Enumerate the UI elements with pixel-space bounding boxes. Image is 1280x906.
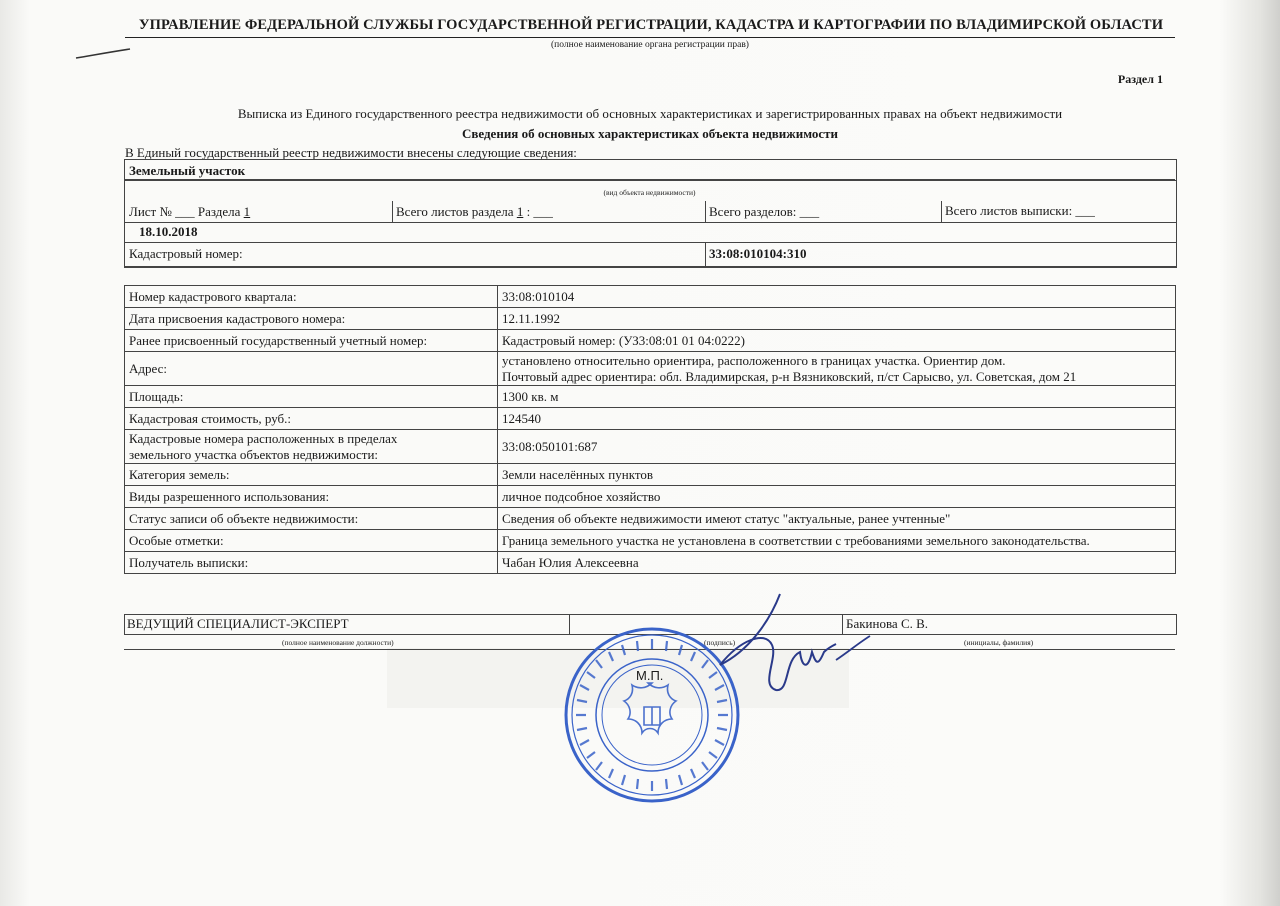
table-row: Виды разрешенного использования: личное подсобное хозяйство xyxy=(125,486,1176,508)
extract-title: Выписка из Единого государственного реестра недвижимости об основных характеристиках и зарегистрированных правах на объект недвижимости xyxy=(237,106,1063,121)
total-sheets-extract: Всего листов выписки: ___ xyxy=(945,203,1095,218)
pen-mark xyxy=(74,46,134,62)
table-row: Адрес: установлено относительно ориентира, расположенного в границах участка. Ориентир дом. Почтовый адрес ориентира: обл. Владимирская, р-н Вязниковский, п/ст Сарысво, ул. Советская, дом 21 xyxy=(125,352,1176,386)
table-row: Ранее присвоенный государственный учетный номер: Кадастровый номер: (УЗ3:08:01 01 04:0222) xyxy=(125,330,1176,352)
table-row: Кадастровая стоимость, руб.: 124540 xyxy=(125,408,1176,430)
table-row: Кадастровые номера расположенных в пределах земельного участка объектов недвижимости: 33:08:050101:687 xyxy=(125,430,1176,464)
name-caption: (инициалы, фамилия) xyxy=(964,638,1034,647)
extract-date: 18.10.2018 xyxy=(139,224,198,239)
sheet-number: Лист № ___ Раздела 1 xyxy=(129,204,251,219)
total-sheets-section: Всего листов раздела 1 : ___ xyxy=(396,204,553,219)
object-kind-row xyxy=(125,160,1176,181)
table-row: Особые отметки: Граница земельного участка не установлена в соответствии с требованиями земельного законодательства. xyxy=(125,530,1176,552)
object-header-box xyxy=(124,159,1177,268)
stamp-place-label: М.П. xyxy=(636,668,664,683)
handwritten-signature xyxy=(710,590,880,700)
intro-text: В Единый государственный реестр недвижимости внесены следующие сведения: xyxy=(125,145,577,160)
sign-caption: (подпись) xyxy=(704,638,736,647)
section-label: Раздел 1 xyxy=(1117,72,1163,86)
date-row xyxy=(125,222,1176,243)
cadastral-row xyxy=(125,242,1176,267)
table-row: Номер кадастрового квартала: 33:08:010104 xyxy=(125,286,1176,308)
official-name: Бакинова С. В. xyxy=(846,616,929,631)
object-kind-caption: (вид объекта недвижимости) xyxy=(603,188,696,197)
organization-underline xyxy=(125,37,1175,38)
table-row: Площадь: 1300 кв. м xyxy=(125,386,1176,408)
characteristics-table xyxy=(124,285,1176,574)
official-position: ВЕДУЩИЙ СПЕЦИАЛИСТ-ЭКСПЕРТ xyxy=(127,616,349,631)
sheets-row xyxy=(125,201,1176,223)
organization-caption: (полное наименование органа регистрации прав) xyxy=(551,40,749,50)
total-sections: Всего разделов: ___ xyxy=(709,204,820,219)
organization-name: УПРАВЛЕНИЕ ФЕДЕРАЛЬНОЙ СЛУЖБЫ ГОСУДАРСТВЕННОЙ РЕГИСТРАЦИИ, КАДАСТРА И КАРТОГРАФИИ ПО ВЛАДИМИРСКОЙ ОБЛАСТИ xyxy=(138,17,1164,33)
cadastral-value: 33:08:010104:310 xyxy=(709,246,807,261)
table-row: Получатель выписки: Чабан Юлия Алексеевна xyxy=(125,552,1176,574)
table-row: Категория земель: Земли населённых пунктов xyxy=(125,464,1176,486)
table-row: Дата присвоения кадастрового номера: 12.11.1992 xyxy=(125,308,1176,330)
position-caption: (полное наименование должности) xyxy=(282,638,394,647)
object-kind: Земельный участок xyxy=(129,163,246,178)
table-row: Статус записи об объекте недвижимости: Сведения об объекте недвижимости имеют статус "актуальные, ранее учтенные" xyxy=(125,508,1176,530)
extract-subtitle: Сведения об основных характеристиках объекта недвижимости xyxy=(461,126,839,141)
cadastral-label: Кадастровый номер: xyxy=(129,246,243,261)
